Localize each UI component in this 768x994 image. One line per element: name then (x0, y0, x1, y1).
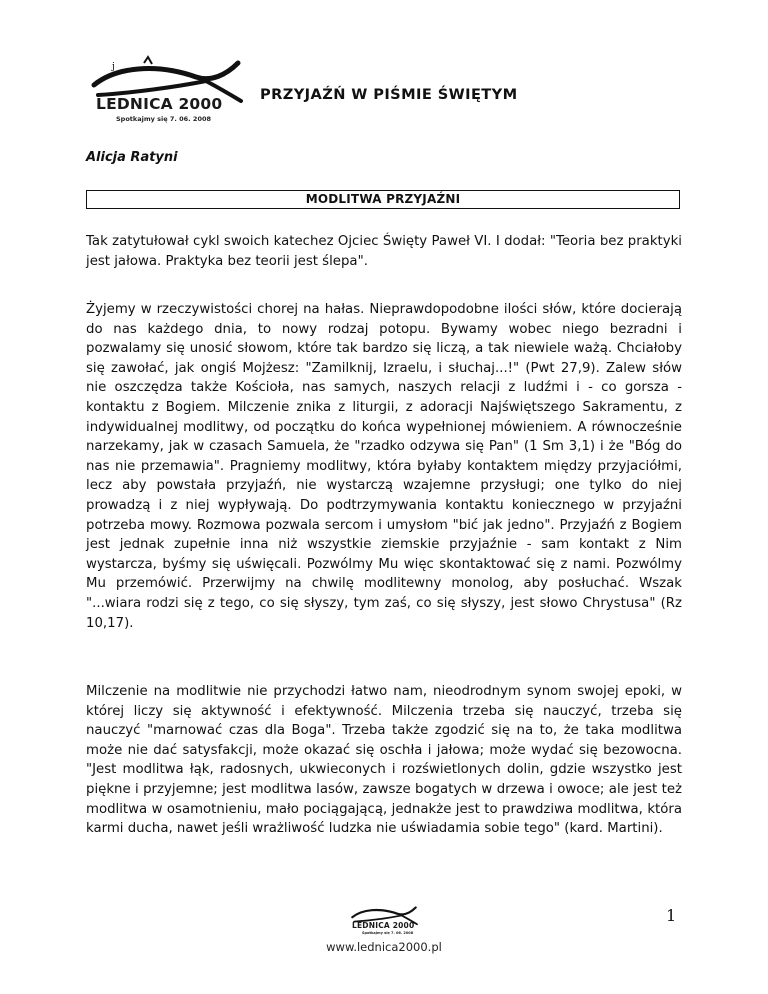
section-title: MODLITWA PRZYJAŹNI (86, 190, 680, 209)
page-title: PRZYJAŹŃ W PIŚMIE ŚWIĘTYM (260, 86, 518, 103)
footer-logo-subtext: Spotkajmy się 7. 06. 2008 (362, 931, 414, 935)
paragraph: Tak zatytułował cykl swoich katechez Ojciec Święty Paweł VI. I dodał: "Teoria bez praktyki jest jałowa. Praktyka bez teorii jest ślepa". (86, 234, 682, 269)
lednica-logo (86, 55, 246, 130)
footer-url[interactable]: www.lednica2000.pl (326, 940, 442, 954)
svg-text:j: j (112, 62, 115, 72)
page-number: 1 (666, 906, 677, 925)
footer-logo-text: LEDNICA 2000 (352, 921, 415, 930)
page-header (86, 55, 686, 130)
logo-subtext: Spotkajmy się 7. 06. 2008 (116, 115, 212, 123)
footer-logo (344, 904, 424, 938)
paragraph: Żyjemy w rzeczywistości chorej na hałas. Nieprawdopodobne ilości słów, które docierają do nas każdego dnia, to nowy rodzaj potopu. Bywamy wobec niego bezradni i pozwalamy się unosić słowom, które tak bardzo się liczą, a tak niewiele ważą. Chciałoby się zawołać, jak ongiś Mojżesz: "Zamilknij, Izraelu, i słuchaj...!" (Pwt 27,9). Zalew słów nie oszczędza także Kościoła, nas samych, naszych relacji z ludźmi i - co gorsza - kontaktu z Bogiem. Milczenie znika z liturgii, z adoracji Najświętszego Sakramentu, z indywidualnej modlitwy, od początku do końca wypełnionej mówieniem. A równocześnie narzekamy, jak w czasach Samuela, że "rzadko odzywa się Pan" (1 Sm 3,1) i że "Bóg do nas nie przemawia". Pragniemy modlitwy, która byłaby kontaktem między przyjaciółmi, lecz aby powstała przyjaźń, nie wystarczą wzajemne przysługi; one tylko do niej prowadzą i z niej wypływają. Do podtrzymywania kontaktu koniecznego w przyjaźni potrzeba mowy. Rozmowa pozwala sercom i umysłom "bić jak jedno". Przyjaźń z Bogiem jest jednak zupełnie inna niż wszystkie ziemskie przyjaźnie - sam kontakt z Nim wystarcza, byśmy się uświęcali. Pozwólmy Mu więc skontaktować się z nami. Pozwólmy Mu przemówić. Przerwijmy na chwilę modlitewny monolog, aby posłuchać. Wszak "...wiara rodzi się z tego, co się słyszy, tym zaś, co się słyszy, jest słowo Chrystusa" (Rz 10,17). (86, 302, 682, 631)
paragraph: Milczenie na modlitwie nie przychodzi łatwo nam, nieodrodnym synom swojej epoki, w której liczy się aktywność i efektywność. Milczenia trzeba się nauczyć, trzeba się nauczyć "marnować czas dla Boga". Trzeba także zgodzić się na to, że taka modlitwa może nie dać satysfakcji, może okazać się oschła i jałowa; może wydać się bezowocna. "Jest modlitwa łąk, radosnych, ukwieconych i rozświetlonych dolin, gdzie wszystko jest piękne i przyjemne; jest modlitwa lasów, zawsze bogatych w drzewa i owoce; ale jest też modlitwa w osamotnieniu, mało pociągającą, jednakże jest to prawdziwa modlitwa, która karmi ducha, nawet jeśli wrażliwość ludzka nie uświadamia sobie tego" (kard. Martini). (86, 684, 682, 837)
author-name: Alicja Ratyni (86, 150, 178, 165)
logo-text: LEDNICA 2000 (96, 95, 223, 113)
